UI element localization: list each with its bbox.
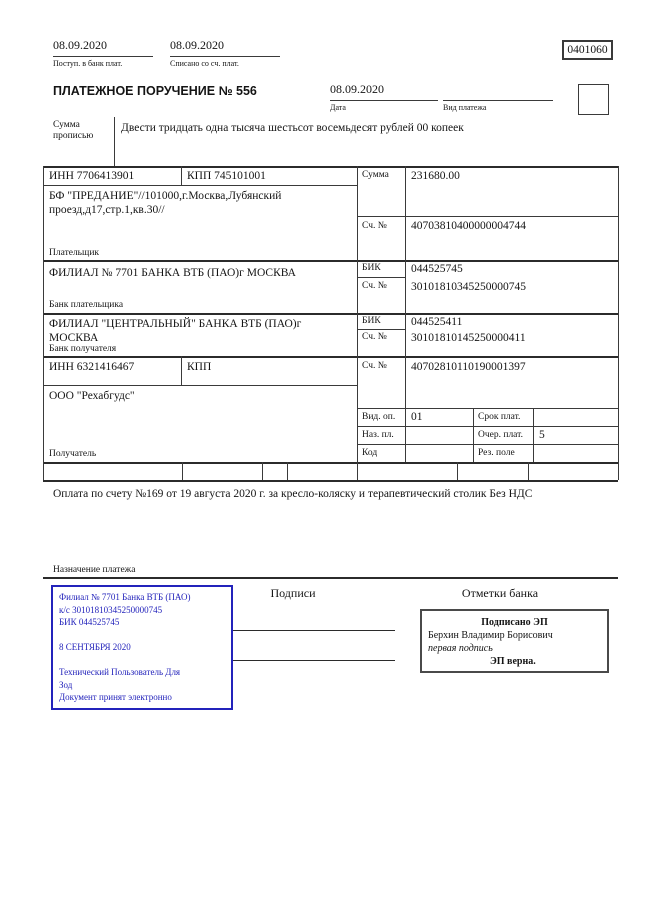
received-date-label: Поступ. в банк плат. (53, 59, 123, 68)
payer-bank-bik-value: 044525745 (411, 263, 463, 275)
reserve-label: Рез. поле (478, 448, 515, 458)
payer-account-value: 40703810400000004744 (411, 220, 526, 232)
term-label: Срок плат. (478, 412, 521, 422)
bank-stamp (51, 585, 233, 710)
table-line (357, 216, 618, 217)
payer-inn: ИНН 7706413901 (49, 170, 135, 182)
payment-type-label: Вид платежа (443, 103, 487, 112)
table-line (43, 480, 618, 482)
esignature-verified: ЭП верна. (490, 656, 536, 667)
signature-line-1 (233, 630, 395, 631)
bank-stamp-line (59, 629, 225, 642)
bank-stamp-line: Зод (59, 679, 73, 690)
beneficiary-bank-name: ФИЛИАЛ "ЦЕНТРАЛЬНЫЙ" БАНКА ВТБ (ПАО)г МОСКВА (49, 318, 305, 345)
table-line (181, 166, 182, 185)
sum-label: Сумма (362, 170, 389, 180)
bank-marks-heading: Отметки банка (461, 586, 539, 600)
table-line (528, 462, 529, 480)
beneficiary-bank-account-label: Сч. № (362, 332, 387, 342)
table-line (182, 462, 183, 480)
esignature-type: первая подпись (428, 643, 493, 654)
payment-purpose-text: Оплата по счету №169 от 19 августа 2020 г. за кресло-коляску и терапевтический столик Без НДС (53, 488, 533, 500)
payer-bank-bik-label: БИК (362, 263, 381, 273)
payment-type-value (443, 82, 553, 101)
payer-bank-account-value: 30101810345250000745 (411, 281, 526, 293)
purpose-code-label: Наз. пл. (362, 430, 394, 440)
payer-label: Плательщик (49, 248, 100, 258)
table-line (473, 408, 474, 462)
received-date-field (53, 38, 153, 68)
table-line (43, 385, 357, 386)
op-type-label: Вид. оп. (362, 412, 396, 422)
table-line (357, 277, 405, 278)
payer-bank-name: ФИЛИАЛ № 7701 БАНКА ВТБ (ПАО)г МОСКВА (49, 267, 296, 279)
table-line (181, 356, 182, 385)
table-line (43, 313, 618, 315)
amount-words-label: Сумма прописью (53, 120, 94, 142)
table-line (357, 426, 618, 427)
table-line (262, 462, 263, 480)
table-line (405, 166, 406, 462)
op-type-value: 01 (411, 411, 423, 423)
payment-type-field (443, 82, 553, 112)
bank-stamp-line (59, 654, 225, 667)
table-line (287, 462, 288, 480)
bank-stamp-line: БИК 044525745 (59, 617, 120, 627)
beneficiary-bank-bik-label: БИК (362, 316, 381, 326)
payer-kpp: КПП 745101001 (187, 170, 266, 182)
beneficiary-bank-account-value: 30101810145250000411 (411, 332, 526, 344)
table-line (457, 462, 458, 480)
signature-line-2 (233, 660, 395, 661)
status-box (578, 84, 609, 115)
beneficiary-kpp: КПП (187, 361, 212, 373)
doc-date-field (330, 82, 438, 112)
table-line (43, 166, 44, 480)
table-line (357, 408, 618, 409)
beneficiary-inn: ИНН 6321416467 (49, 361, 135, 373)
beneficiary-label: Получатель (49, 449, 97, 459)
payer-account-label: Сч. № (362, 221, 387, 231)
beneficiary-account-label: Сч. № (362, 361, 387, 371)
table-line (43, 462, 618, 464)
code-label: Код (362, 448, 378, 458)
table-line (357, 444, 618, 445)
debited-date-value: 08.09.2020 (170, 38, 280, 57)
table-line (533, 408, 534, 462)
table-line (357, 329, 405, 330)
bank-stamp-line: 8 СЕНТЯБРЯ 2020 (59, 642, 131, 652)
table-line (43, 260, 618, 262)
debited-date-field (170, 38, 280, 68)
document-title: ПЛАТЕЖНОЕ ПОРУЧЕНИЕ № 556 (53, 84, 257, 98)
esignature-signer-name: Берхин Владимир Борисович (428, 630, 553, 641)
bank-stamp-line: Технический Пользователь Для (59, 667, 181, 677)
esignature-title: Подписано ЭП (481, 617, 548, 628)
payer-name: БФ "ПРЕДАНИЕ"//101000,г.Москва,Лубянский проезд,д17,стр.1,кв.30// (49, 190, 285, 217)
esignature-stamp (420, 609, 609, 673)
payment-purpose-label: Назначение платежа (53, 565, 136, 575)
bank-stamp-line: к/с 30101810345250000745 (59, 604, 163, 615)
bank-stamp-line: Филиал № 7701 Банка ВТБ (ПАО) (59, 592, 191, 602)
doc-date-value: 08.09.2020 (330, 82, 438, 101)
table-line (43, 577, 618, 579)
payer-bank-label: Банк плательщика (49, 300, 124, 310)
form-code-box: 0401060 (562, 40, 613, 60)
beneficiary-bank-bik-value: 044525411 (411, 316, 463, 328)
priority-value: 5 (539, 429, 545, 441)
sum-value: 231680.00 (411, 170, 460, 182)
amount-words-value: Двести тридцать одна тысяча шестьсот восемьдесят рублей 00 копеек (121, 122, 464, 134)
beneficiary-account-value: 40702810110190001397 (411, 361, 526, 373)
signatures-heading: Подписи (270, 586, 316, 600)
beneficiary-bank-label: Банк получателя (49, 344, 117, 354)
payer-bank-account-label: Сч. № (362, 281, 387, 291)
divider (114, 117, 115, 166)
doc-date-label: Дата (330, 103, 346, 112)
beneficiary-name: ООО "Рехабгудс" (49, 390, 135, 402)
table-line (43, 185, 357, 186)
table-line (618, 166, 619, 480)
debited-date-label: Списано со сч. плат. (170, 59, 239, 68)
priority-label: Очер. плат. (478, 430, 523, 440)
table-line (357, 166, 358, 480)
table-line (43, 166, 618, 168)
bank-stamp-line: Документ принят электронно (59, 692, 172, 702)
table-line (43, 356, 618, 358)
received-date-value: 08.09.2020 (53, 38, 153, 57)
